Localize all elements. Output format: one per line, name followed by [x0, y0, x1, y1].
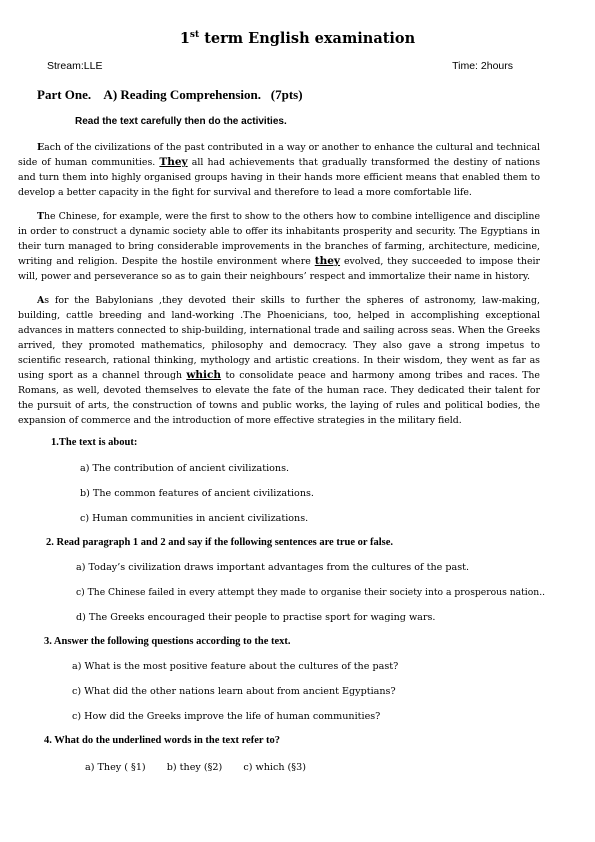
question-1: 1.The text is about:	[51, 437, 138, 448]
paragraph-3	[18, 293, 540, 428]
option-q2-d: d) The Greeks encouraged their people to practise sport for waging wars.	[76, 612, 436, 623]
reference-list	[85, 762, 324, 773]
paragraph-text: evolved, they succeeded to impose their will, power and perseverance so as to gain their neighbours’ respect and immortalize their name in history.	[18, 256, 540, 282]
title-text: term English examination	[204, 30, 416, 47]
option-q3-c: c) How did the Greeks improve the life of human communities?	[72, 711, 381, 722]
reference-they-2: b) they (§2)	[166, 762, 223, 773]
reference-which-3: c) which (§3)	[243, 762, 306, 773]
underlined-word-they: They	[159, 156, 188, 168]
paragraph-1	[18, 140, 540, 200]
option-q3-a: a) What is the most positive feature about the cultures of the past?	[72, 661, 399, 672]
time-label: Time: 2hours	[452, 60, 513, 72]
option-q1-a: a) The contribution of ancient civilizations.	[80, 463, 290, 474]
paragraph-text: to consolidate peace and harmony among tribes and races. The Romans, as well, devoted themselves to elevate the fate of the human race. They dedicated their talent for the pursuit of arts, the construction of towns and public works, the laying of rules and political bodies, the expansion of commerce and the introduction of more effective strategies in the military field.	[18, 370, 540, 426]
part-heading: Part One. A) Reading Comprehension. (7pts)	[37, 87, 303, 102]
question-2: 2. Read paragraph 1 and 2 and say if the following sentences are true or false.	[46, 537, 393, 548]
reference-they-1: a) They ( §1)	[85, 762, 146, 773]
option-q1-c: c) Human communities in ancient civilizations.	[80, 513, 309, 524]
stream-label: Stream:LLE	[47, 60, 103, 72]
title-superscript: st	[189, 30, 200, 41]
underlined-word-they-2: they	[314, 255, 341, 267]
exam-title	[0, 30, 595, 47]
underlined-word-which: which	[186, 369, 222, 381]
title-number: 1	[179, 30, 190, 47]
paragraph-text: s for the Babylonians ,they devoted their skills to further the spheres of astronomy, law-making, building, cattle breeding and land-working .The Phoenicians, too, helped in accomplishing exceptional advances in matters connected to ship-building, international trade and sailing across seas. When the Greeks arrived, they promoted mathematics, philosophy and democracy. They also gave a strong impetus to scientific research, rational thinking, mythology and artistic creations. In their wisdom, they went as far as using sport as a channel through	[18, 295, 540, 381]
option-q1-b: b) The common features of ancient civilizations.	[80, 488, 314, 499]
option-q3-b: c) What did the other nations learn about from ancient Egyptians?	[72, 686, 396, 697]
question-3: 3. Answer the following questions according to the text.	[44, 636, 291, 647]
paragraph-2	[18, 209, 540, 284]
instruction: Read the text carefully then do the activities.	[75, 116, 287, 127]
paragraph-text: ach of the civilizations of the past contributed in a way or another to enhance the cultural and technical side of human communities.	[18, 142, 540, 168]
drop-letter: E	[37, 142, 45, 153]
option-q2-c: c) The Chinese failed in every attempt they made to organise their society into a prosperous nation..	[76, 587, 546, 598]
option-q2-a: a) Today’s civilization draws important advantages from the cultures of the past.	[76, 562, 470, 573]
paragraph-text: all had achievements that gradually transformed the destiny of nations and turn them into highly organised groups having in their hands more efficient means that enabled them to develop a better capacity in the fight for survival and therefore to lead a more comfortable life.	[18, 157, 541, 198]
drop-letter: A	[37, 295, 45, 306]
drop-letter: T	[37, 211, 44, 222]
paragraph-text: he Chinese, for example, were the first to show to the others how to combine intelligence and discipline in order to construct a dynamic society able to offer its inhabitants prosperity and security. The Egyptians in their turn managed to bring considerable improvements in the branches of farming, architecture, medicine, writing and religion. Despite the hostile environment where	[18, 211, 540, 267]
question-4: 4. What do the underlined words in the text refer to?	[44, 735, 280, 746]
